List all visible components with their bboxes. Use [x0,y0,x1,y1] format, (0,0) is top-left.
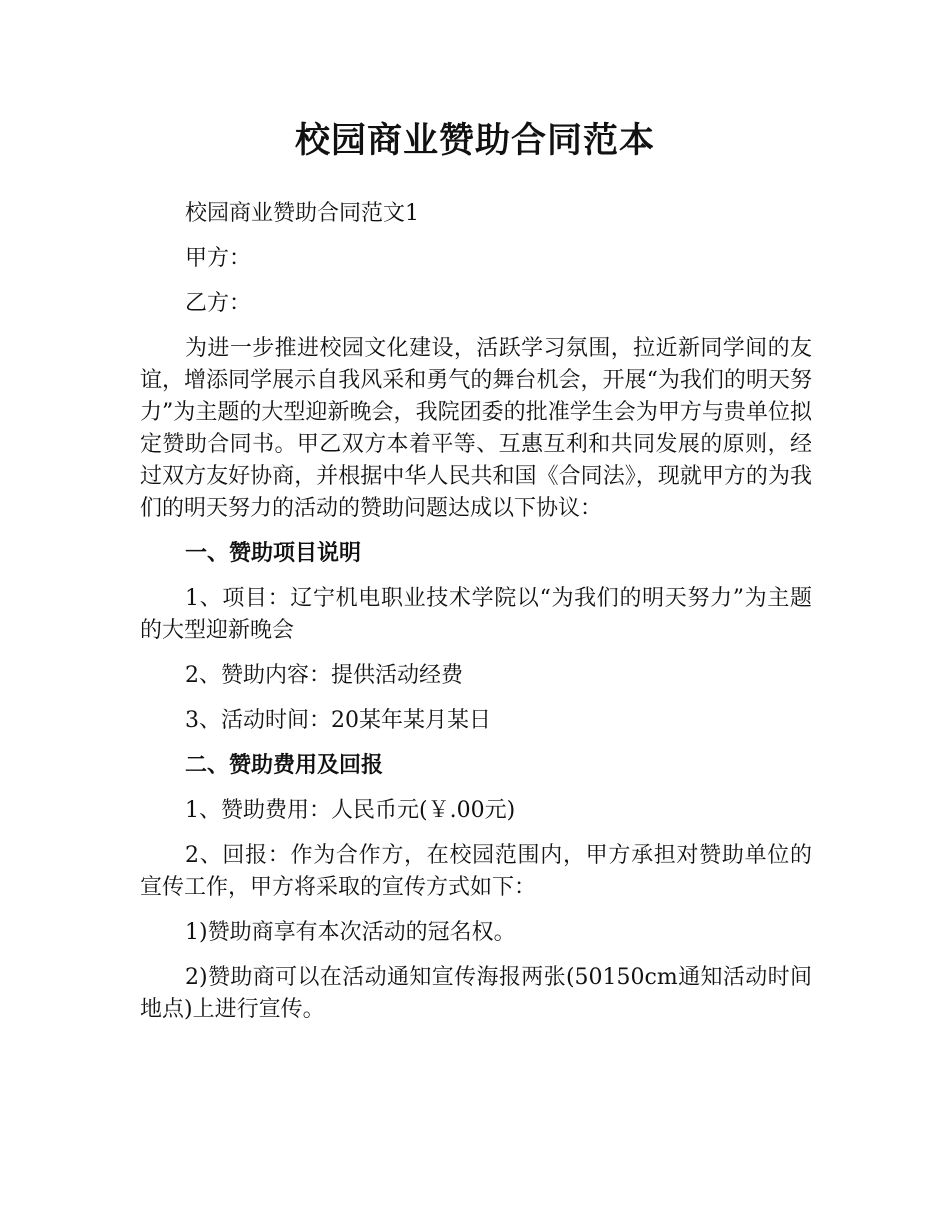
clause-time: 3、活动时间：20某年某月某日 [185,708,491,733]
section-heading-fees: 二、赞助费用及回报 [185,753,384,778]
clause-project: 1、项目：辽宁机电职业技术学院以“为我们的明天努力”为主题的大型迎新晚会 [140,586,812,643]
clause-return: 2、回报：作为合作方，在校园范围内，甲方承担对赞助单位的宣传工作，甲方将采取的宣传方式如下： [140,843,812,900]
party-b-line: 乙方： [185,291,252,316]
document-title: 校园商业赞助合同范本 [294,121,655,161]
clause-fee: 1、赞助费用：人民币元(￥.00元) [185,798,516,823]
contract-subtitle: 校园商业赞助合同范文1 [185,201,419,226]
party-a-line: 甲方： [185,246,252,271]
clause-content: 2、赞助内容：提供活动经费 [185,663,463,688]
document-body [140,198,812,1039]
section-heading-project: 一、赞助项目说明 [185,541,362,566]
return-item-naming: 1)赞助商享有本次活动的冠名权。 [185,920,516,945]
return-item-poster: 2)赞助商可以在活动通知宣传海报两张(50150cm通知活动时间地点)上进行宣传。 [140,965,812,1022]
preamble-paragraph: 为进一步推进校园文化建设，活跃学习氛围，拉近新同学间的友谊，增添同学展示自我风采和勇气的舞台机会，开展“为我们的明天努力”为主题的大型迎新晚会，我院团委的批准学生会为甲方与贵单位拟定赞助合同书。甲乙双方本着平等、互惠互利和共同发展的原则，经过双方友好协商，并根据中华人民共和国《合同法》，现就甲方的为我们的明天努力的活动的赞助问题达成以下协议： [140,336,812,521]
